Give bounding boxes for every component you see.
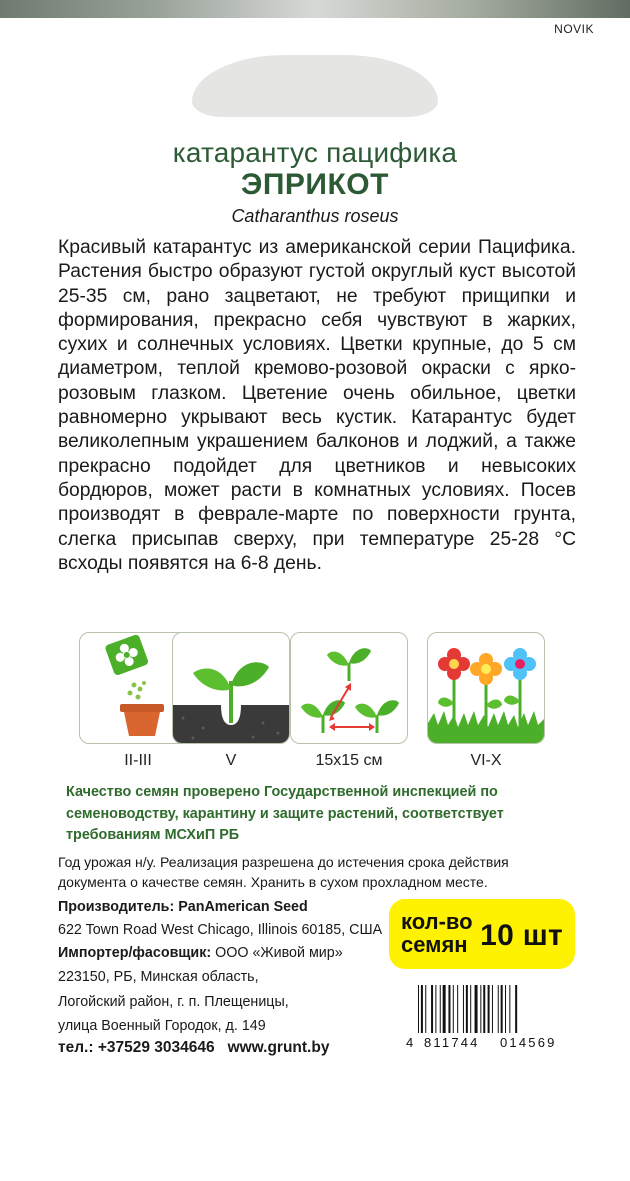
importer-address-1: 223150, РБ, Минская область, [58, 969, 259, 985]
producer-address: 622 Town Road West Chicago, Illinois 60185, США [58, 922, 383, 938]
importer-label: Импортер/фасовщик: [58, 945, 212, 961]
producer-line [58, 897, 388, 917]
harvest-note: Год урожая н/у. Реализация разрешена до истечения срока действия документа о качестве семян. Хранить в сухом прохладном месте. [58, 854, 509, 890]
latin-name: Catharanthus roseus [231, 206, 399, 226]
brand-logo: NOVIK [554, 22, 594, 36]
quantity-badge [389, 899, 575, 969]
variety-name: ЭПРИКОТ [241, 168, 389, 201]
website: www.grunt.by [227, 1039, 330, 1056]
contacts-line [58, 1038, 388, 1058]
flowering-time-caption: VI-X [470, 752, 502, 769]
seedling-icon [172, 632, 290, 744]
producer-label: Производитель: [58, 899, 175, 915]
quantity-word-1: кол-во [401, 909, 473, 934]
hang-tab [192, 55, 438, 117]
barcode [418, 985, 570, 1033]
flowers-icon [427, 632, 545, 744]
phone: тел.: +37529 3034646 [58, 1039, 215, 1056]
product-title: катарантус пацифика [172, 137, 458, 168]
importer-address-2: Логойский район, г. п. Плещеницы, [58, 994, 289, 1010]
description: Красивый катарантус из американской серии Пацифика. Растения быстро образуют густой округлый куст высотой 25-35 см, рано зацветают, не требуют прищипки и формирования, прекрасно себя чувствуют в жарких, сухих и солнечных условиях. Цветки крупные, до 5 см диаметром, теплой кремово-розовой окраски с ярко-розовым глазком. Цветение очень обильное, цветки равномерно укрывают весь кустик. Катарантус будет великолепным украшением балконов и лоджий, а также прекрасно подойдет для цветников и невысоких бордюров, может расти в комнатных условиях. Посев производят в феврале-марте по поверхности грунта, слегка присыпав сверху, при температуре 25-28 °С всходы появятся на 6-8 день. [58, 237, 576, 574]
importer-line [58, 943, 388, 963]
barcode-digits-right: 014569 [500, 1035, 557, 1050]
producer-name: PanAmerican Seed [178, 899, 308, 915]
quantity-word-2: семян [401, 932, 468, 957]
sowing-time-caption: II-III [124, 752, 152, 769]
importer-name: ООО «Живой мир» [215, 945, 343, 961]
barcode-digit-first: 4 [406, 1035, 414, 1050]
spacing-caption: 15x15 см [315, 752, 383, 769]
top-photo-strip [0, 0, 630, 18]
quantity-value: 10 шт [480, 919, 563, 952]
spacing-icon [290, 632, 408, 744]
importer-address-3: улица Военный Городок, д. 149 [58, 1018, 266, 1034]
seedling-time-caption: V [225, 752, 237, 769]
quality-statement: Качество семян проверено Государственной инспекцией по семеноводству, карантину и защите растений, соответствует требованиям МСХиП РБ [66, 784, 504, 843]
barcode-digits-left: 811744 [424, 1035, 480, 1050]
